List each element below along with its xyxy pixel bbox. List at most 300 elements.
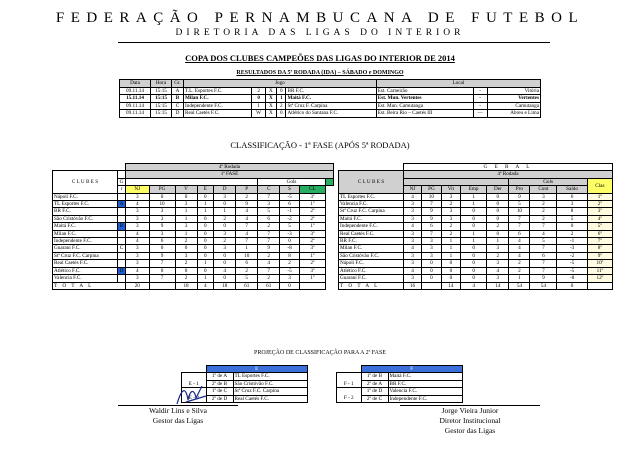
stat-cell: 3 bbox=[441, 193, 460, 200]
stat-cell: 0 bbox=[487, 193, 509, 200]
standings-row bbox=[53, 193, 334, 200]
stat-cell: 8 bbox=[280, 252, 300, 259]
stat-cell: 0 bbox=[149, 267, 175, 274]
group-letter bbox=[118, 260, 126, 267]
result-dash: - bbox=[473, 102, 487, 110]
club-name: TL Esportes F.C. bbox=[339, 193, 404, 200]
stat-cell: 7 bbox=[236, 223, 258, 230]
standings-row bbox=[53, 230, 334, 237]
stat-cell: 7 bbox=[509, 215, 530, 222]
projection-row bbox=[337, 373, 463, 380]
result-city: Abreu e Lima bbox=[487, 110, 540, 118]
left-col-header: PG bbox=[149, 186, 175, 193]
stat-cell: 3º bbox=[299, 230, 325, 237]
result-away-goals: 2 bbox=[277, 102, 286, 110]
stat-cell: 4º bbox=[587, 215, 612, 222]
standings-row bbox=[53, 267, 334, 274]
stat-cell: 1 bbox=[197, 260, 214, 267]
stat-cell: 0 bbox=[197, 252, 214, 259]
header-game: Jogo bbox=[184, 80, 377, 88]
group-letter bbox=[118, 208, 126, 215]
stat-cell: 1 bbox=[214, 208, 236, 215]
right-col-header: Saldo bbox=[557, 186, 587, 193]
stat-cell: 1 bbox=[460, 201, 486, 208]
total-cell bbox=[149, 282, 175, 289]
right-round-header: 4ª Rodada bbox=[404, 171, 613, 178]
club-name: Guaraní F.C. bbox=[53, 245, 118, 252]
projection-right-table bbox=[336, 365, 463, 403]
standings-row bbox=[339, 201, 613, 208]
result-versus: X bbox=[265, 102, 276, 110]
stat-cell: 3º bbox=[587, 208, 612, 215]
left-signature bbox=[118, 406, 238, 426]
projection-key: E - 1 bbox=[182, 380, 207, 387]
club-name: Milan F.C. bbox=[339, 245, 404, 252]
club-name: Valencia F.C. bbox=[53, 275, 118, 282]
club-name: BR F.C. bbox=[53, 208, 118, 215]
stat-cell: -5 bbox=[280, 267, 300, 274]
club-name: Real Caetés F.C. bbox=[339, 230, 404, 237]
stat-cell: 3 bbox=[126, 260, 150, 267]
stat-cell: 0 bbox=[460, 245, 486, 252]
stat-cell: 0 bbox=[422, 275, 442, 282]
stat-cell: 4 bbox=[236, 230, 258, 237]
left-col-header: S bbox=[280, 186, 300, 193]
group-letter: B bbox=[118, 223, 126, 230]
right-col-header: Der bbox=[487, 186, 509, 193]
result-home-team: T.L. Esportes F.C. bbox=[184, 87, 252, 95]
stat-cell: 2 bbox=[175, 238, 197, 245]
group-letter bbox=[118, 252, 126, 259]
group-letter bbox=[118, 238, 126, 245]
standings-row bbox=[339, 193, 613, 200]
stat-cell: 3 bbox=[126, 245, 150, 252]
stat-cell: 0 bbox=[197, 215, 214, 222]
club-name: Stª Cruz F.C. Carpina bbox=[53, 252, 118, 259]
stat-cell: -5 bbox=[280, 193, 300, 200]
total-cell: 16 bbox=[404, 282, 422, 289]
left-col-header: V bbox=[175, 186, 197, 193]
club-name: TL Esportes F.C. bbox=[53, 201, 118, 208]
stat-cell: 4 bbox=[404, 223, 422, 230]
club-name: Independente F.C. bbox=[53, 238, 118, 245]
standings-row bbox=[53, 260, 334, 267]
stat-cell: 5 bbox=[280, 223, 300, 230]
right-clas-header: Clas bbox=[587, 178, 612, 193]
standings-row bbox=[53, 215, 334, 222]
club-name: Independente F.C. bbox=[339, 223, 404, 230]
projection-row bbox=[337, 388, 463, 395]
total-cell: 14 bbox=[441, 282, 460, 289]
stat-cell: -3 bbox=[280, 230, 300, 237]
stat-cell: 2 bbox=[530, 215, 557, 222]
stat-cell: 9 bbox=[149, 223, 175, 230]
stat-cell: 3 bbox=[487, 245, 509, 252]
stat-cell: 3 bbox=[404, 208, 422, 215]
result-date: 09.11.14 bbox=[120, 102, 151, 110]
stat-cell: 2 bbox=[175, 275, 197, 282]
stat-cell: 0 bbox=[149, 193, 175, 200]
left-col-header: NJ bbox=[126, 186, 150, 193]
total-cell: 54 bbox=[530, 282, 557, 289]
standings-row bbox=[339, 223, 613, 230]
stat-cell: 4 bbox=[404, 267, 422, 274]
club-name: São Cristóvão F.C. bbox=[53, 215, 118, 222]
stat-cell: 1 bbox=[460, 238, 486, 245]
total-row bbox=[53, 282, 334, 289]
stat-cell: 3 bbox=[404, 215, 422, 222]
stat-cell: 3 bbox=[404, 230, 422, 237]
stat-cell: 0 bbox=[175, 245, 197, 252]
header-time: Hora bbox=[151, 80, 172, 88]
stat-cell: 4 bbox=[126, 230, 150, 237]
result-away-team: Maitá F.C. bbox=[286, 95, 376, 103]
stat-cell: 1 bbox=[197, 208, 214, 215]
stat-cell: 3 bbox=[280, 275, 300, 282]
right-col-header: Cont bbox=[530, 186, 557, 193]
group-letter bbox=[118, 193, 126, 200]
stat-cell: 0 bbox=[441, 267, 460, 274]
right-geral-header: G E R A L bbox=[404, 164, 613, 171]
result-time: 15:15 bbox=[151, 87, 172, 95]
result-versus: X bbox=[265, 87, 276, 95]
stat-cell: 4 bbox=[509, 252, 530, 259]
results-title: RESULTADOS DA 5ª RODADA (IDA) – SÁBADO e DOMINGO bbox=[236, 70, 404, 76]
stat-cell: 0 bbox=[197, 238, 214, 245]
stat-cell: 3 bbox=[404, 252, 422, 259]
total-cell: 18 bbox=[214, 282, 236, 289]
result-home-goals: 2 bbox=[252, 87, 265, 95]
stat-cell: 3 bbox=[404, 238, 422, 245]
club-name: Nápoli F.C. bbox=[339, 260, 404, 267]
stat-cell: 7 bbox=[258, 193, 280, 200]
group-letter: A bbox=[118, 201, 126, 208]
stat-cell: 9 bbox=[258, 245, 280, 252]
projection-key: F - 2 bbox=[337, 395, 362, 402]
stat-cell: 1 bbox=[441, 252, 460, 259]
result-away-team: BR F.C. bbox=[286, 87, 376, 95]
projection-left-head: E bbox=[206, 366, 308, 373]
stat-cell: 1 bbox=[509, 275, 530, 282]
stat-cell: 2 bbox=[557, 230, 587, 237]
left-goals-header: Gols bbox=[258, 178, 326, 185]
stat-cell: 7 bbox=[422, 230, 442, 237]
stat-cell: 0 bbox=[214, 260, 236, 267]
stat-cell: -2 bbox=[280, 215, 300, 222]
stat-cell: 1º bbox=[299, 252, 325, 259]
club-name: Valencia F.C. bbox=[339, 201, 404, 208]
standings-row bbox=[339, 230, 613, 237]
result-date: 09.11.14 bbox=[120, 87, 151, 95]
stat-cell: 7 bbox=[149, 260, 175, 267]
stat-cell: 10º bbox=[587, 260, 612, 267]
stat-cell: 2 bbox=[280, 260, 300, 267]
stat-cell: 2 bbox=[258, 223, 280, 230]
stat-cell: 0 bbox=[460, 208, 486, 215]
stat-cell: 0 bbox=[422, 260, 442, 267]
result-time: 15:15 bbox=[151, 102, 172, 110]
result-city: Vitória bbox=[487, 87, 540, 95]
directorate-title: DIRETORIA DAS LIGAS DO INTERIOR bbox=[175, 28, 465, 38]
stat-cell: 6 bbox=[530, 252, 557, 259]
stat-cell: 9º bbox=[587, 252, 612, 259]
stat-cell: 6 bbox=[280, 201, 300, 208]
stat-cell: 1 bbox=[197, 275, 214, 282]
projection-position: 1º de B bbox=[361, 373, 388, 380]
stat-cell: 1 bbox=[460, 230, 486, 237]
stat-cell: 2 bbox=[175, 260, 197, 267]
projection-position: 2º de D bbox=[206, 395, 233, 402]
result-away-goals: 0 bbox=[277, 87, 286, 95]
stat-cell: 2 bbox=[487, 252, 509, 259]
stat-cell: 7 bbox=[236, 238, 258, 245]
stat-cell: 3 bbox=[149, 215, 175, 222]
left-phase-header: 1ª FASE bbox=[126, 171, 334, 178]
stat-cell: 3 bbox=[404, 201, 422, 208]
stat-cell: 4 bbox=[236, 208, 258, 215]
left-group-label-r: r bbox=[118, 186, 126, 193]
stat-cell: 3 bbox=[126, 275, 150, 282]
club-name: Milan F.C. bbox=[53, 230, 118, 237]
right-col-header: Pro bbox=[509, 186, 530, 193]
standings-row bbox=[339, 267, 613, 274]
projection-team: BR F.C. bbox=[388, 380, 463, 387]
result-away-team: Atlético do Santana F.C. bbox=[286, 110, 376, 118]
left-col-header: E bbox=[197, 186, 214, 193]
stat-cell: 7 bbox=[530, 267, 557, 274]
total-cell bbox=[422, 282, 442, 289]
stat-cell: 2 bbox=[441, 223, 460, 230]
stat-cell: 4 bbox=[126, 201, 150, 208]
projection-position: 2º de C bbox=[361, 395, 388, 402]
stat-cell: 6 bbox=[557, 193, 587, 200]
stat-cell: 0 bbox=[214, 201, 236, 208]
standings-row bbox=[339, 252, 613, 259]
result-home-goals: 1 bbox=[252, 102, 265, 110]
stat-cell: 9 bbox=[509, 193, 530, 200]
stat-cell: 3 bbox=[404, 275, 422, 282]
standings-row bbox=[53, 238, 334, 245]
stat-cell: 1 bbox=[441, 238, 460, 245]
stat-cell: 0 bbox=[460, 252, 486, 259]
projection-position: 1º de D bbox=[361, 388, 388, 395]
result-date: 09.11.14 bbox=[120, 110, 151, 118]
stat-cell: 3 bbox=[214, 230, 236, 237]
result-time: 15:15 bbox=[151, 95, 172, 103]
result-time: 15:15 bbox=[151, 110, 172, 118]
result-versus: X bbox=[265, 95, 276, 103]
left-signer-role: Gestor das Ligas bbox=[152, 416, 204, 425]
total-label: T O T A L bbox=[53, 282, 126, 289]
group-letter bbox=[118, 275, 126, 282]
cup-title: COPA DOS CLUBES CAMPEÕES DAS LIGAS DO INTERIOR DE 2014 bbox=[185, 53, 455, 63]
stat-cell: 4 bbox=[258, 260, 280, 267]
federation-title: FEDERAÇÃO PERNAMBUCANA DE FUTEBOL bbox=[55, 10, 585, 26]
projection-team: TL Esportes F.C. bbox=[233, 373, 308, 380]
stat-cell: 0 bbox=[197, 193, 214, 200]
projection-right-head: F bbox=[361, 366, 463, 373]
stat-cell: 2º bbox=[299, 215, 325, 222]
stat-cell: -5 bbox=[557, 267, 587, 274]
result-city: Camutanga bbox=[487, 102, 540, 110]
right-col-header: Emp bbox=[460, 186, 486, 193]
stat-cell: 12º bbox=[587, 275, 612, 282]
general-standings-table bbox=[338, 163, 613, 290]
stat-cell: 4 bbox=[404, 193, 422, 200]
stat-cell: -5 bbox=[557, 260, 587, 267]
stat-cell: -1 bbox=[557, 238, 587, 245]
result-row bbox=[120, 95, 541, 103]
left-col-header: D bbox=[214, 186, 236, 193]
result-home-goals: 0 bbox=[252, 95, 265, 103]
stat-cell: 2 bbox=[509, 267, 530, 274]
result-stadium: Est. Mun. Vertentes bbox=[376, 95, 473, 103]
stat-cell: 0 bbox=[149, 245, 175, 252]
stat-cell: 10 bbox=[149, 201, 175, 208]
club-name: Stª Cruz F.C. Carpina bbox=[339, 208, 404, 215]
right-clubs-header: C L U B E S bbox=[339, 171, 404, 193]
projection-team: Valencia F.C. bbox=[388, 388, 463, 395]
stat-cell: 3 bbox=[487, 275, 509, 282]
projection-title: PROJEÇÃO DE CLASSIFICAÇÃO PARA A 2ª FASE bbox=[253, 350, 387, 356]
result-row bbox=[120, 87, 541, 95]
total-cell bbox=[299, 282, 325, 289]
stat-cell: 0 bbox=[197, 230, 214, 237]
result-dash: — bbox=[473, 110, 487, 118]
right-col-header: NJ bbox=[404, 186, 422, 193]
standings-row bbox=[53, 275, 334, 282]
left-col-header: C bbox=[258, 186, 280, 193]
stat-cell: 1 bbox=[441, 245, 460, 252]
total-cell: 4 bbox=[460, 282, 486, 289]
result-away-team: Stª Cruz F. Carpina bbox=[286, 102, 376, 110]
stat-cell: 3 bbox=[441, 208, 460, 215]
stat-cell: 1º bbox=[587, 193, 612, 200]
left-group-label-g: G bbox=[118, 178, 126, 185]
right-col-header: PG bbox=[422, 186, 442, 193]
stat-cell: 2 bbox=[236, 267, 258, 274]
stat-cell: 2 bbox=[258, 252, 280, 259]
stat-cell: 2 bbox=[236, 193, 258, 200]
stat-cell: 2 bbox=[441, 230, 460, 237]
stat-cell: 1º bbox=[299, 201, 325, 208]
stat-cell: 0 bbox=[175, 193, 197, 200]
stat-cell: 3 bbox=[149, 230, 175, 237]
stat-cell: 6 bbox=[422, 223, 442, 230]
stat-cell: 2 bbox=[441, 201, 460, 208]
projection-position: 1º de A bbox=[206, 373, 233, 380]
result-row bbox=[120, 110, 541, 118]
result-home-team: Real Caetés F.C. bbox=[184, 110, 252, 118]
stat-cell: 4 bbox=[126, 267, 150, 274]
stat-cell: 2º bbox=[299, 238, 325, 245]
stat-cell: 2 bbox=[214, 238, 236, 245]
stat-cell: 3 bbox=[487, 260, 509, 267]
club-name: Atlético F.C. bbox=[53, 267, 118, 274]
stat-cell: 0 bbox=[460, 275, 486, 282]
stat-cell: 1 bbox=[487, 238, 509, 245]
total-cell: 20 bbox=[126, 282, 150, 289]
stat-cell: 6 bbox=[258, 215, 280, 222]
stat-cell: 7 bbox=[530, 260, 557, 267]
left-col-header: P bbox=[236, 186, 258, 193]
stat-cell: 5 bbox=[236, 275, 258, 282]
stat-cell: 3 bbox=[214, 245, 236, 252]
stat-cell: 3 bbox=[422, 245, 442, 252]
stat-cell: 0 bbox=[487, 230, 509, 237]
stat-cell: 6 bbox=[509, 230, 530, 237]
stat-cell: 3 bbox=[404, 260, 422, 267]
stat-cell: 0 bbox=[487, 208, 509, 215]
result-home-goals: W bbox=[252, 110, 265, 118]
standings-row bbox=[339, 245, 613, 252]
left-col-header: CL bbox=[299, 186, 325, 193]
stat-cell: 10 bbox=[509, 208, 530, 215]
stat-cell: 0 bbox=[197, 223, 214, 230]
stat-cell: 2º bbox=[299, 208, 325, 215]
total-cell: 4 bbox=[197, 282, 214, 289]
projection-team: Independente F.C. bbox=[388, 395, 463, 402]
stat-cell: 0 bbox=[460, 223, 486, 230]
group-letter: C bbox=[118, 245, 126, 252]
stat-cell: 3 bbox=[175, 223, 197, 230]
stat-cell: 7 bbox=[530, 245, 557, 252]
stat-cell: 3 bbox=[175, 201, 197, 208]
stat-cell: 11º bbox=[587, 267, 612, 274]
standings-row bbox=[339, 260, 613, 267]
standings-row bbox=[53, 223, 334, 230]
stat-cell: 1º bbox=[299, 223, 325, 230]
stat-cell: 2 bbox=[487, 223, 509, 230]
stat-cell: 4 bbox=[236, 215, 258, 222]
stat-cell: 4 bbox=[509, 238, 530, 245]
left-clubs-header: C L U B E S bbox=[53, 171, 118, 193]
stat-cell: 3 bbox=[557, 201, 587, 208]
stat-cell: 0 bbox=[460, 215, 486, 222]
stat-cell: 5 bbox=[258, 208, 280, 215]
right-col-header: Vit bbox=[441, 186, 460, 193]
group-standings-table bbox=[52, 163, 334, 290]
right-signer-name: Jorge Vieira Junior bbox=[441, 406, 499, 415]
classification-title: CLASSIFICAÇÃO - 1ª FASE (APÓS 5ª RODADA) bbox=[230, 140, 410, 150]
club-name: Guaraní F.C. bbox=[339, 275, 404, 282]
result-dash: - bbox=[473, 87, 487, 95]
projection-key bbox=[182, 373, 207, 380]
stat-cell: 2 bbox=[509, 260, 530, 267]
total-cell: 18 bbox=[175, 282, 197, 289]
stat-cell: 5 bbox=[509, 201, 530, 208]
club-name: Maitá F.C. bbox=[53, 223, 118, 230]
stat-cell: 10 bbox=[236, 252, 258, 259]
stat-cell: 7º bbox=[587, 238, 612, 245]
stat-cell: 8 bbox=[557, 208, 587, 215]
stat-cell: 3 bbox=[126, 252, 150, 259]
stat-cell: -3 bbox=[557, 245, 587, 252]
club-name: Real Caetés F.C. bbox=[53, 260, 118, 267]
stat-cell: 3 bbox=[422, 238, 442, 245]
total-cell: 0 bbox=[280, 282, 300, 289]
stat-cell: 9 bbox=[422, 215, 442, 222]
stat-cell: 2 bbox=[258, 275, 280, 282]
stat-cell: 3 bbox=[175, 252, 197, 259]
projection-team: São Cristóvão F.C. bbox=[233, 380, 308, 387]
projection-key: E - 2 bbox=[182, 395, 207, 402]
right-goals-header: Gols bbox=[509, 178, 587, 185]
header-date: Data bbox=[120, 80, 151, 88]
total-cell: 0 bbox=[557, 282, 587, 289]
stat-cell: 9 bbox=[149, 252, 175, 259]
stat-cell: 4 bbox=[530, 230, 557, 237]
